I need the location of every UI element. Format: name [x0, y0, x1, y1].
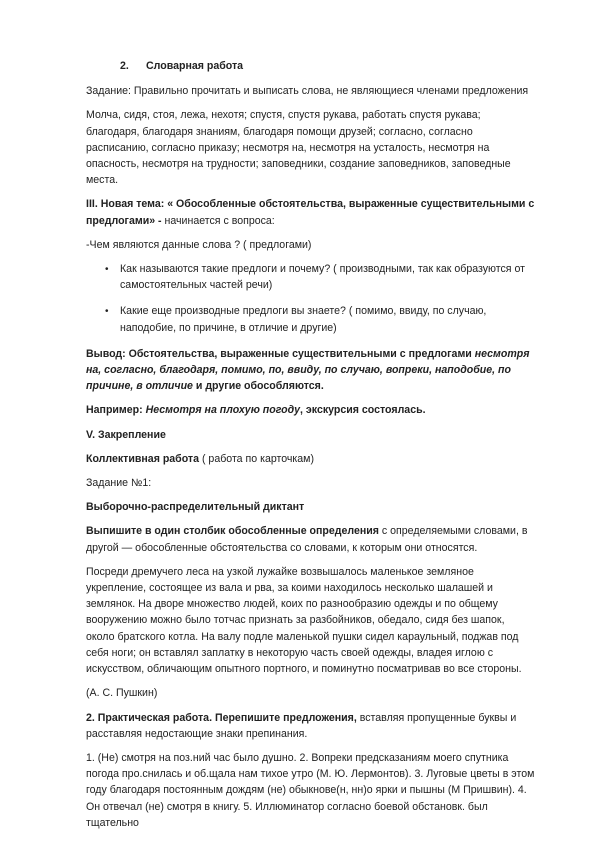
sentences-paragraph: 1. (Не) смотря на поз.ний час было душно. 2. Вопреки предсказаниям моего спутника погода про.снилась и об.щала нам тихое утро (М. Ю. Лермонтов). 3. Луговые цветы в этом году благодаря постоянным дождям (не) обыкнове(н, нн)о ярки и пышны (М Пришвин). 4. Он отвечал (не) смотря в книгу. 5. Иллюминатор согласно боевой обстановк. был тщательно	[86, 751, 535, 829]
practical-work-paragraph: 2. Практическая работа. Перепишите предложения, вставляя пропущенные буквы и расставляя недостающие знаки препинания.	[86, 711, 517, 740]
section-heading: 2. Словарная работа	[120, 60, 244, 72]
bullet-icon: •	[105, 264, 109, 276]
example-paragraph: Например: Несмотря на плохую погоду, экскурсия состоялась.	[86, 404, 426, 417]
task-text: Задание: Правильно прочитать и выписать слова, не являющиеся членами предложения	[86, 85, 529, 98]
question-text: -Чем являются данные слова ? ( предлогами)	[86, 238, 312, 251]
bullet-icon: •	[105, 306, 109, 318]
author-attribution: (А. С. Пушкин)	[86, 687, 158, 700]
words-paragraph: Молча, сидя, стоя, лежа, нехотя; спустя, спустя рукава, работать спустя рукава; благодаря, благодаря знаниям, благодаря помощи друзей; согласно, согласно расписанию, согласно приказу; несмотря на, несмотря на усталость, несмотря на опасность, несмотря на трудности; заповедники, создание заповедников, заповедные места.	[86, 109, 511, 187]
bullet-list	[86, 261, 535, 336]
dictation-heading: Выборочно-распределительный диктант	[86, 501, 305, 514]
section-title: Словарная работа	[146, 60, 244, 72]
list-item: • Какие еще производные предлоги вы знаете? ( помимо, ввиду, по случаю, наподобие, по причине, в отличие и другие)	[105, 305, 487, 334]
literary-passage: Посреди дремучего леса на узкой лужайке возвышалось маленькое земляное укрепление, состоящее из вала и рва, за коими находилось несколько шалашей и землянок. На дворе множество людей, коих по разнообразию одежды и по общему вооружению можно было тотчас признать за разбойников, обедало, сидя без шапок, около братского котла. На валу подле маленькой пушки сидел караульный, поджав под себя ноги; он вставлял заплатку в некоторую часть своей одежды, владея иглою с искусством, обличающим опытного портного, и поминутно посматривав во все стороны.	[86, 565, 522, 676]
task-number: Задание №1:	[86, 477, 152, 490]
new-topic-paragraph: III. Новая тема: « Обособленные обстоятельства, выраженные существительными с предлогами» - начинается с вопроса:	[86, 198, 535, 227]
instruction-paragraph: Выпишите в один столбик обособленные определения с определяемыми словами, в другой — обособленные обстоятельства со словами, к которым они относятся.	[86, 525, 528, 554]
conclusion-paragraph: Вывод: Обстоятельства, выраженные существительными с предлогами несмотря на, согласно, благодаря, помимо, по, ввиду, по случаю, вопреки, наподобие, по причине, в отличие и другие обособляются.	[86, 347, 530, 393]
section-heading-consolidation: V. Закрепление	[86, 428, 166, 441]
collective-work-paragraph: Коллективная работа ( работа по карточкам)	[86, 452, 314, 465]
list-item: • Как называются такие предлоги и почему? ( производными, так как образуются от самостоятельных частей речи)	[105, 263, 525, 292]
